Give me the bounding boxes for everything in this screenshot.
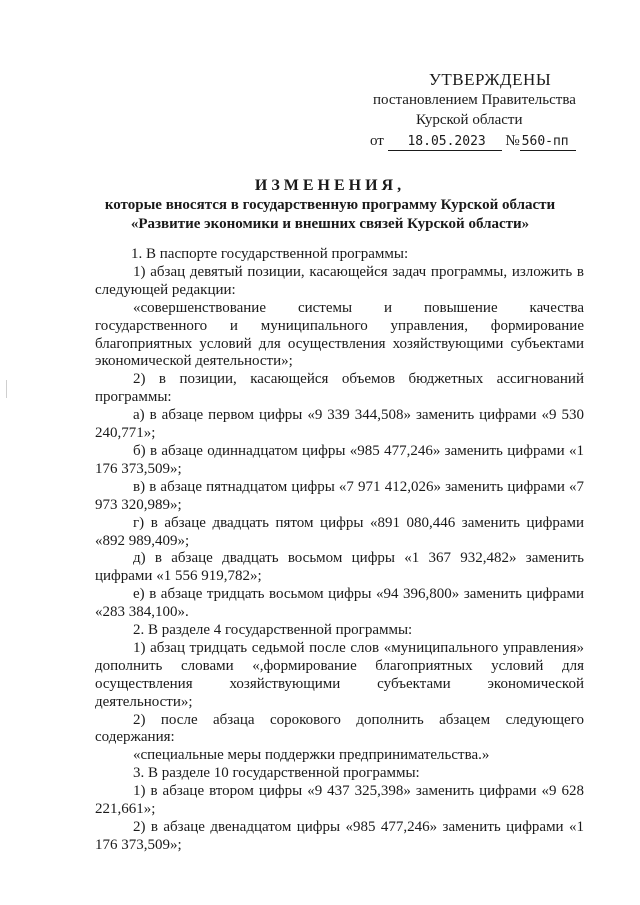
approval-line-2: Курской области xyxy=(416,112,523,128)
title-line-3: «Развитие экономики и внешних связей Курской области» xyxy=(130,216,530,232)
number-prefix: № xyxy=(505,133,520,149)
scan-edge-mark xyxy=(6,380,7,398)
paragraph: 2) в позиции, касающейся объемов бюджетных ассигнований программы: xyxy=(95,371,584,406)
paragraph: 2) в абзаце двенадцатом цифры «985 477,246» заменить цифрами «1 176 373,509»; xyxy=(95,819,584,853)
paragraph: 2) после абзаца сорокового дополнить абзацем следующего содержания: xyxy=(95,711,584,746)
paragraph: «специальные меры поддержки предпринимательства.» xyxy=(133,747,490,764)
paragraph: «совершенствование системы и повышение качества государственного и муниципального управления, формирование благоприятных условий для осуществления хозяйствующими субъектами экономической деятельности»; xyxy=(95,299,584,370)
approval-stamp: УТВЕРЖДЕНЫ xyxy=(428,70,552,89)
approval-date: 18.05.2023 xyxy=(388,134,502,151)
paragraph: 1. В паспорте государственной программы: xyxy=(131,246,409,262)
paragraph: д) в абзаце двадцать восьмом цифры «1 367 932,482» заменить цифрами «1 556 919,782»; xyxy=(95,550,584,585)
approval-line-1: постановлением Правительства xyxy=(373,92,576,108)
paragraph: 2. В разделе 4 государственной программы: xyxy=(133,622,413,639)
paragraph: а) в абзаце первом цифры «9 339 344,508» заменить цифрами «9 530 240,771»; xyxy=(95,407,584,442)
paragraph: е) в абзаце тридцать восьмом цифры «94 396,800» заменить цифрами «283 384,100». xyxy=(95,586,584,621)
title-line-2: которые вносятся в государственную программу Курской области xyxy=(104,197,556,213)
approval-date-line xyxy=(370,130,610,151)
title-main: ИЗМЕНЕНИЯ, xyxy=(254,177,406,194)
paragraph: 1) в абзаце втором цифры «9 437 325,398» заменить цифрами «9 628 221,661»; xyxy=(95,783,584,818)
paragraph: г) в абзаце двадцать пятом цифры «891 080,446 заменить цифрами «892 989,409»; xyxy=(95,514,584,549)
document-body xyxy=(95,246,584,855)
approval-number: 560-пп xyxy=(520,134,576,151)
paragraph: 1) абзац тридцать седьмой после слов «муниципального управления» дополнить словами «,формирование благоприятных условий для осуществления хозяйствующими субъектами экономической деятельности»; xyxy=(95,639,584,710)
approval-block xyxy=(370,70,610,151)
document-title xyxy=(80,176,580,234)
paragraph: б) в абзаце одиннадцатом цифры «985 477,246» заменить цифрами «1 176 373,509»; xyxy=(95,442,584,477)
paragraph: 1) абзац девятый позиции, касающейся задач программы, изложить в следующей редакции: xyxy=(95,263,584,298)
paragraph: 3. В разделе 10 государственной программы: xyxy=(133,765,420,782)
paragraph: в) в абзаце пятнадцатом цифры «7 971 412,026» заменить цифрами «7 973 320,989»; xyxy=(95,478,584,513)
date-prefix: от xyxy=(370,133,384,149)
